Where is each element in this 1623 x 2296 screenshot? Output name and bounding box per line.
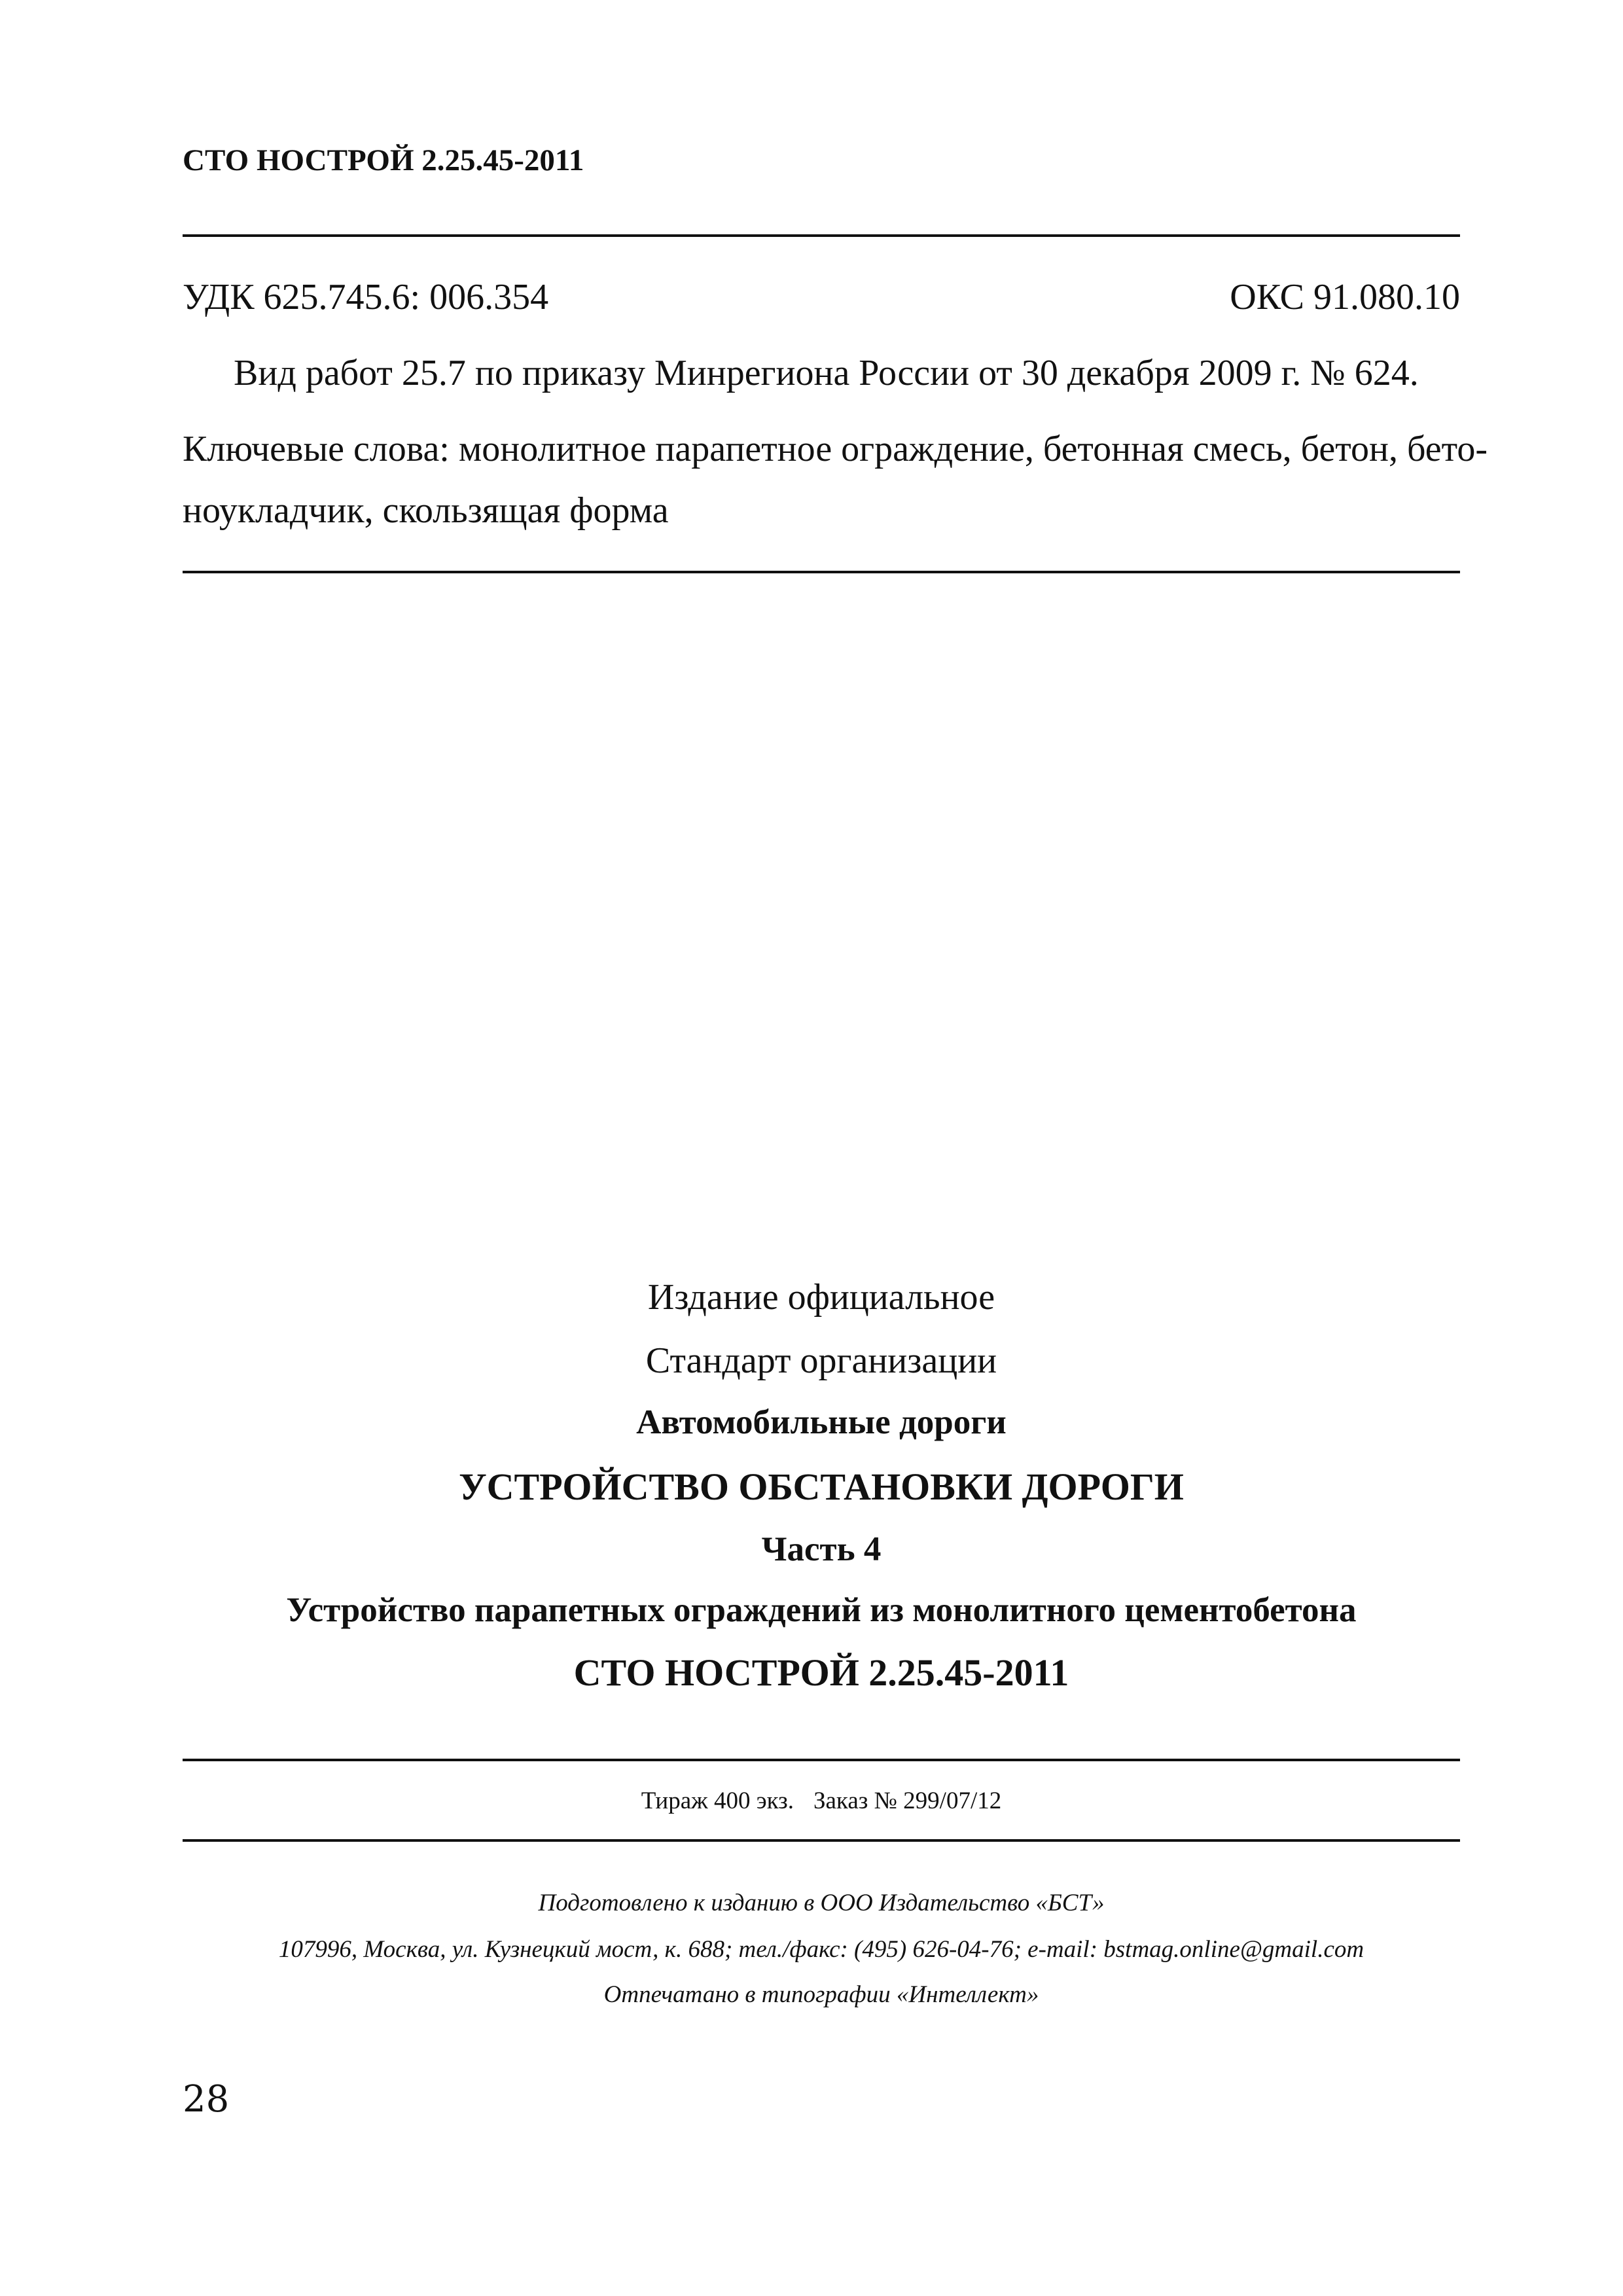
imprint-address: 107996, Москва, ул. Кузнецкий мост, к. 688; тел./факс: (495) 626-04-76; e-mail: bstmag.online@gmail.com xyxy=(278,1936,1364,1963)
work-type-line: Вид работ 25.7 по приказу Минрегиона России от 30 декабря 2009 г. № 624. xyxy=(234,353,1419,393)
udk-code: УДК 625.745.6: 006.354 xyxy=(183,277,549,317)
running-header-code: СТО НОСТРОЙ 2.25.45-2011 xyxy=(183,143,584,177)
top-divider xyxy=(183,234,1460,237)
circulation-text: Тираж 400 экз. xyxy=(641,1787,794,1814)
keywords-line-1: Ключевые слова: монолитное парапетное ограждение, бетонная смесь, бетон, бето- xyxy=(183,429,1488,469)
keywords-divider xyxy=(183,571,1460,573)
keywords-line-2: ноукладчик, скользящая форма xyxy=(183,490,669,531)
main-title: УСТРОЙСТВО ОБСТАНОВКИ ДОРОГИ xyxy=(459,1465,1184,1508)
imprint-publisher: Подготовлено к изданию в ООО Издательство «БСТ» xyxy=(538,1890,1105,1916)
oks-code: ОКС 91.080.10 xyxy=(1230,277,1460,317)
order-number-text: Заказ № 299/07/12 xyxy=(813,1787,1002,1814)
series-title: Автомобильные дороги xyxy=(636,1403,1007,1441)
page-number: 28 xyxy=(183,2078,230,2121)
part-label: Часть 4 xyxy=(761,1530,882,1568)
edition-label: Издание официальное xyxy=(647,1277,995,1318)
subtitle: Устройство парапетных ограждений из монолитного цементобетона xyxy=(286,1591,1357,1629)
print-run-top-divider xyxy=(183,1759,1460,1761)
print-run-bottom-divider xyxy=(183,1839,1460,1842)
imprint-printer: Отпечатано в типографии «Интеллект» xyxy=(603,1981,1039,2008)
print-run-info xyxy=(183,1787,1460,1815)
standard-code-title: СТО НОСТРОЙ 2.25.45-2011 xyxy=(573,1651,1069,1694)
standard-type-label: Стандарт организации xyxy=(645,1340,997,1381)
